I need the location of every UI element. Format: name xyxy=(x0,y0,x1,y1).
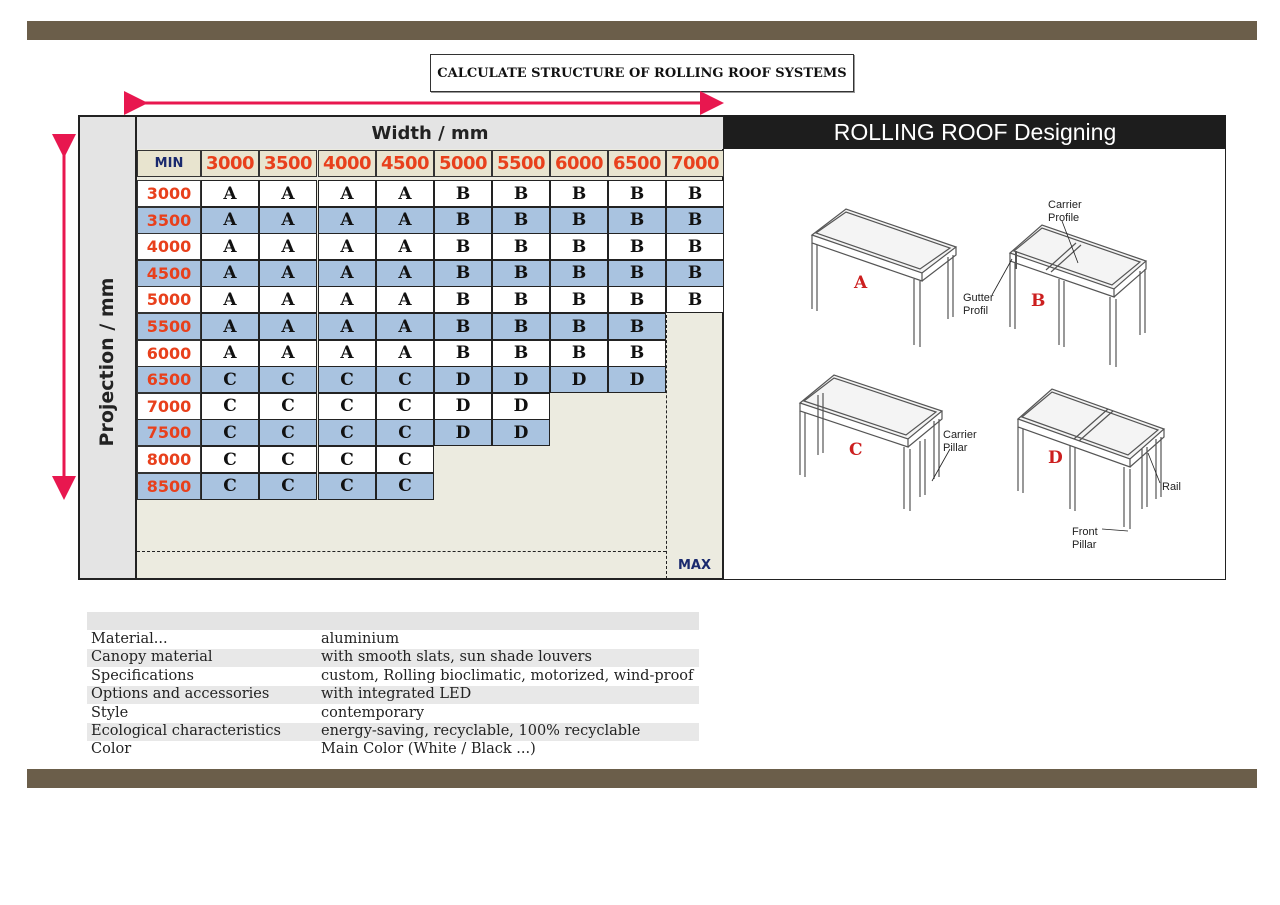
structure-cell: A xyxy=(318,286,376,313)
spec-key: Style xyxy=(91,704,129,721)
structure-cell: C xyxy=(259,419,317,446)
structure-cell: A xyxy=(259,313,317,340)
structure-cell: B xyxy=(666,286,724,313)
structure-cell: A xyxy=(318,340,376,367)
diagram-letter-c: C xyxy=(849,440,863,460)
structure-cell: B xyxy=(608,180,666,207)
structure-cell: A xyxy=(259,286,317,313)
max-divider-horizontal xyxy=(137,551,666,552)
structure-cell: B xyxy=(434,340,492,367)
spec-key: Color xyxy=(91,741,132,758)
structure-cell: A xyxy=(201,207,259,234)
projection-row-header: 3000 xyxy=(137,180,201,207)
structure-cell: D xyxy=(550,366,608,393)
structure-cell: C xyxy=(318,366,376,393)
spec-value: contemporary xyxy=(321,704,425,721)
structure-cell: A xyxy=(259,260,317,287)
width-header-cell: 4500 xyxy=(376,150,434,177)
structure-cell: A xyxy=(201,233,259,260)
structure-cell: B xyxy=(492,340,550,367)
structure-cell: B xyxy=(666,207,724,234)
spec-row xyxy=(87,741,699,759)
diagram-c xyxy=(800,375,942,511)
structure-cell: A xyxy=(201,286,259,313)
structure-cell: C xyxy=(376,419,434,446)
structure-cell: B xyxy=(550,313,608,340)
structure-cell: A xyxy=(376,180,434,207)
max-label: MAX xyxy=(677,558,712,573)
structure-cell: A xyxy=(259,180,317,207)
spec-key: Ecological characteristics xyxy=(91,723,281,739)
structure-cell: B xyxy=(666,233,724,260)
projection-label: Projection / mm xyxy=(96,277,118,447)
structure-cell: A xyxy=(376,233,434,260)
min-label: MIN xyxy=(137,150,201,177)
structure-cell: A xyxy=(318,180,376,207)
spec-row xyxy=(87,705,699,723)
structure-cell: C xyxy=(259,366,317,393)
structure-cell: B xyxy=(608,286,666,313)
bottom-decor-band xyxy=(27,769,1257,788)
structure-cell: B xyxy=(666,180,724,207)
structure-cell: B xyxy=(434,233,492,260)
spec-key: Canopy material xyxy=(91,649,213,666)
spec-key: Material... xyxy=(91,631,168,647)
structure-cell: C xyxy=(201,446,259,473)
structure-cell: A xyxy=(201,260,259,287)
structure-cell: C xyxy=(259,473,317,500)
projection-row-header: 7000 xyxy=(137,393,201,420)
structure-cell: B xyxy=(608,313,666,340)
structure-cell: C xyxy=(318,446,376,473)
structure-cell: C xyxy=(201,473,259,500)
structure-cell: B xyxy=(492,233,550,260)
structure-cell: A xyxy=(201,340,259,367)
spec-value: Main Color (White / Black ...) xyxy=(321,741,536,758)
label-front-pillar-1: Front xyxy=(1072,526,1098,538)
spec-row xyxy=(87,631,699,649)
spec-value: energy-saving, recyclable, 100% recyclable xyxy=(321,723,641,739)
structure-cell: B xyxy=(434,180,492,207)
structure-cell: B xyxy=(550,260,608,287)
spec-value: with smooth slats, sun shade louvers xyxy=(321,649,592,666)
max-divider-vertical xyxy=(666,315,667,579)
structure-cell: B xyxy=(492,180,550,207)
projection-row-header: 4000 xyxy=(137,233,201,260)
structure-cell: B xyxy=(608,340,666,367)
structure-cell: A xyxy=(376,286,434,313)
structure-cell: B xyxy=(608,233,666,260)
structure-cell: D xyxy=(434,393,492,420)
structure-cell: C xyxy=(201,366,259,393)
structure-cell: A xyxy=(318,233,376,260)
structure-cell: C xyxy=(201,393,259,420)
page-title: CALCULATE STRUCTURE OF ROLLING ROOF SYSTEMS xyxy=(430,54,854,92)
structure-cell: B xyxy=(492,260,550,287)
structure-cell: B xyxy=(492,286,550,313)
label-carrier-profile-1: Carrier xyxy=(1048,199,1082,211)
structure-cell: D xyxy=(608,366,666,393)
width-header-cell: 4000 xyxy=(318,150,376,177)
width-header-cell: 3500 xyxy=(259,150,317,177)
spec-row xyxy=(87,723,699,741)
spec-value: custom, Rolling bioclimatic, motorized, wind-proof xyxy=(321,667,694,684)
label-gutter-profil-2: Profil xyxy=(963,305,989,317)
width-header-cell: 6500 xyxy=(608,150,666,177)
structure-cell: C xyxy=(376,473,434,500)
structure-cell: A xyxy=(376,313,434,340)
diagram-a xyxy=(812,209,956,347)
structure-cell: B xyxy=(434,207,492,234)
width-header-cell: 5000 xyxy=(434,150,492,177)
spec-key: Specifications xyxy=(91,667,194,684)
structure-cell: A xyxy=(259,340,317,367)
width-header-cell: 6000 xyxy=(550,150,608,177)
structure-cell: B xyxy=(492,207,550,234)
spec-row xyxy=(87,649,699,667)
structure-cell: C xyxy=(318,393,376,420)
spec-header-bar xyxy=(87,612,699,630)
label-carrier-pillar-1: Carrier xyxy=(943,429,977,441)
projection-row-header: 7500 xyxy=(137,419,201,446)
structure-cell: A xyxy=(376,340,434,367)
structure-cell: B xyxy=(434,260,492,287)
structure-cell: D xyxy=(492,419,550,446)
spec-row xyxy=(87,686,699,704)
diagram-d xyxy=(1018,389,1164,529)
structure-cell: A xyxy=(259,207,317,234)
diagram-letter-a: A xyxy=(854,273,868,293)
spec-key: Options and accessories xyxy=(91,686,270,703)
projection-row-header: 5500 xyxy=(137,313,201,340)
diagram-letter-b: B xyxy=(1031,291,1046,311)
structure-cell: B xyxy=(550,340,608,367)
structure-cell: D xyxy=(434,419,492,446)
width-header-cell: 3000 xyxy=(201,150,259,177)
structure-cell: A xyxy=(259,233,317,260)
projection-row-header: 8000 xyxy=(137,446,201,473)
label-carrier-profile-2: Profile xyxy=(1048,212,1080,224)
structure-cell: A xyxy=(201,180,259,207)
spec-value: aluminium xyxy=(321,631,400,647)
structure-cell: C xyxy=(259,446,317,473)
structure-cell: A xyxy=(201,313,259,340)
structure-cell: B xyxy=(492,313,550,340)
structure-cell: B xyxy=(550,180,608,207)
structure-cell: C xyxy=(318,473,376,500)
structure-cell: B xyxy=(608,260,666,287)
structure-cell: D xyxy=(434,366,492,393)
structure-cell: B xyxy=(550,207,608,234)
spec-row xyxy=(87,668,699,686)
projection-row-header: 8500 xyxy=(137,473,201,500)
projection-row-header: 6000 xyxy=(137,340,201,367)
structure-cell: C xyxy=(376,393,434,420)
width-label: Width / mm xyxy=(137,117,723,149)
structure-cell: C xyxy=(376,366,434,393)
width-header-cell: 5500 xyxy=(492,150,550,177)
structure-cell: C xyxy=(259,393,317,420)
label-carrier-pillar-2: Pillar xyxy=(943,442,968,454)
label-front-pillar-2: Pillar xyxy=(1072,539,1097,551)
structure-cell: B xyxy=(666,260,724,287)
structure-cell: C xyxy=(318,419,376,446)
structure-cell: B xyxy=(550,286,608,313)
projection-row-header: 6500 xyxy=(137,366,201,393)
label-rail: Rail xyxy=(1162,481,1181,493)
projection-row-header: 5000 xyxy=(137,286,201,313)
diagram-letter-d: D xyxy=(1048,448,1063,468)
structure-cell: D xyxy=(492,366,550,393)
structure-cell: A xyxy=(318,313,376,340)
roof-diagrams xyxy=(724,149,1224,579)
projection-row-header: 4500 xyxy=(137,260,201,287)
structure-cell: D xyxy=(492,393,550,420)
structure-cell: C xyxy=(201,419,259,446)
structure-cell: A xyxy=(318,260,376,287)
structure-cell: B xyxy=(434,286,492,313)
structure-cell: B xyxy=(608,207,666,234)
structure-cell: A xyxy=(318,207,376,234)
width-header-cell: 7000 xyxy=(666,150,724,177)
structure-cell: C xyxy=(376,446,434,473)
spec-value: with integrated LED xyxy=(321,686,472,703)
structure-cell: A xyxy=(376,260,434,287)
structure-cell: A xyxy=(376,207,434,234)
projection-row-header: 3500 xyxy=(137,207,201,234)
structure-cell: B xyxy=(550,233,608,260)
designing-heading: ROLLING ROOF Designing xyxy=(724,115,1226,149)
structure-cell: B xyxy=(434,313,492,340)
label-gutter-profil-1: Gutter xyxy=(963,292,994,304)
